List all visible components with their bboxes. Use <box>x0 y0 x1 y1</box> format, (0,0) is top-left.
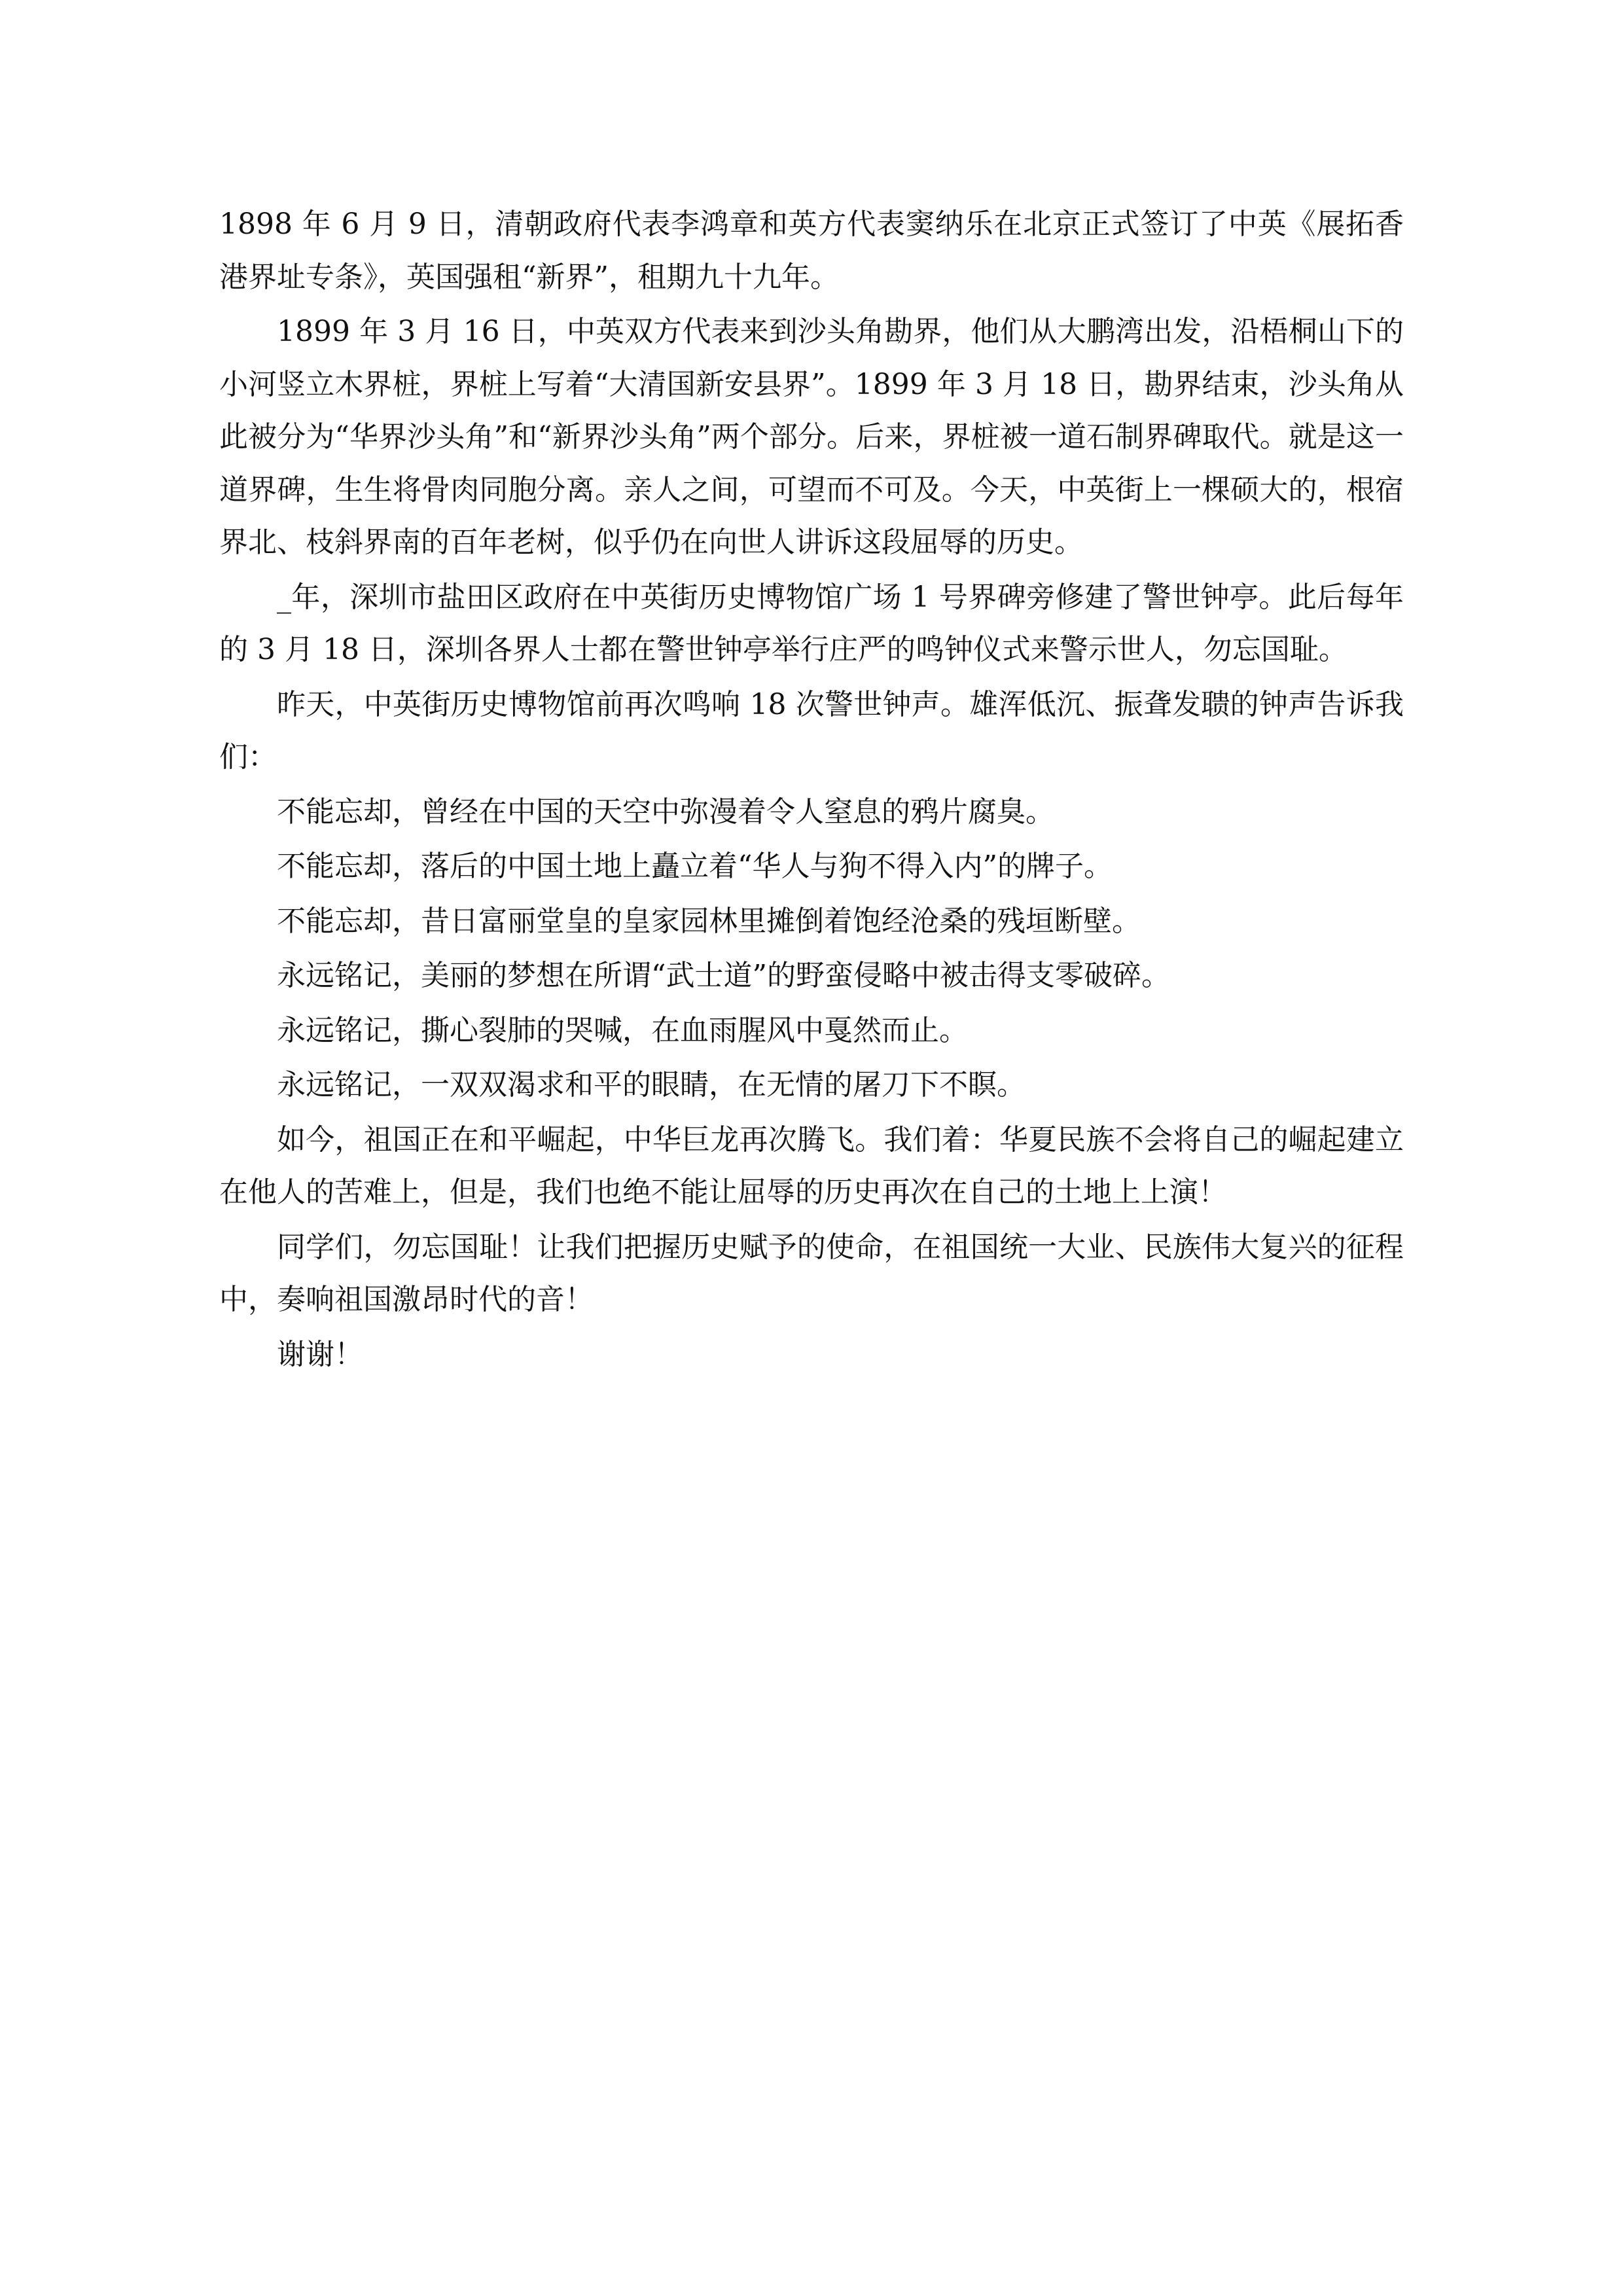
paragraph-9: 永远铭记，撕心裂肺的哭喊，在血雨腥风中戛然而止。 <box>277 1013 968 1047</box>
paragraph-7: 不能忘却，昔日富丽堂皇的皇家园林里摊倒着饱经沧桑的残垣断壁。 <box>277 904 1141 938</box>
paragraph-6: 不能忘却，落后的中国土地上矗立着“华人与狗不得入内”的牌子。 <box>277 850 1113 883</box>
paragraph-2: 1899 年 3 月 16 日，中英双方代表来到沙头角勘界，他们从大鹏湾出发，沿梧桐山下的小河竖立木界桩，界桩上写着“大清国新安县界”。1899 年 3 月 18 日，勘界结束，沙头角从此被分为“华界沙头角”和“新界沙头角”两个部分。后来，界桩被一道石制界碑取代。就是这一道界碑，生生将骨肉同胞分离。亲人之间，可望而不可及。今天，中英街上一棵硕大的，根宿界北、枝斜界南的百年老树，似乎仍在向世人讲诉这段屈辱的历史。 <box>219 315 1404 559</box>
paragraph-5: 不能忘却，曾经在中国的天空中弥漫着令人窒息的鸦片腐臭。 <box>277 795 1054 829</box>
paragraph-13: 谢谢！ <box>277 1337 363 1371</box>
document-body <box>219 198 1404 1383</box>
paragraph-12: 同学们，勿忘国耻！让我们把握历史赋予的使命，在祖国统一大业、民族伟大复兴的征程中，奏响祖国激昂时代的音！ <box>219 1230 1404 1316</box>
paragraph-10: 永远铭记，一双双渴求和平的眼睛，在无情的屠刀下不瞑。 <box>277 1068 1026 1102</box>
paragraph-4: 昨天，中英街历史博物馆前再次鸣响 18 次警世钟声。雄浑低沉、振聋发聩的钟声告诉我们： <box>219 687 1404 774</box>
paragraph-3: _年，深圳市盐田区政府在中英街历史博物馆广场 1 号界碑旁修建了警世钟亭。此后每年的 3 月 18 日，深圳各界人士都在警世钟亭举行庄严的鸣钟仪式来警示世人，勿忘国耻。 <box>219 580 1404 666</box>
paragraph-1: 1898 年 6 月 9 日，清朝政府代表李鸿章和英方代表窦纳乐在北京正式签订了中英《展拓香港界址专条》，英国强租“新界”，租期九十九年。 <box>219 207 1404 294</box>
paragraph-11: 如今，祖国正在和平崛起，中华巨龙再次腾飞。我们着：华夏民族不会将自己的崛起建立在他人的苦难上，但是，我们也绝不能让屈辱的历史再次在自己的土地上上演！ <box>219 1122 1404 1209</box>
paragraph-8: 永远铭记，美丽的梦想在所谓“武士道”的野蛮侵略中被击得支零破碎。 <box>277 959 1170 992</box>
